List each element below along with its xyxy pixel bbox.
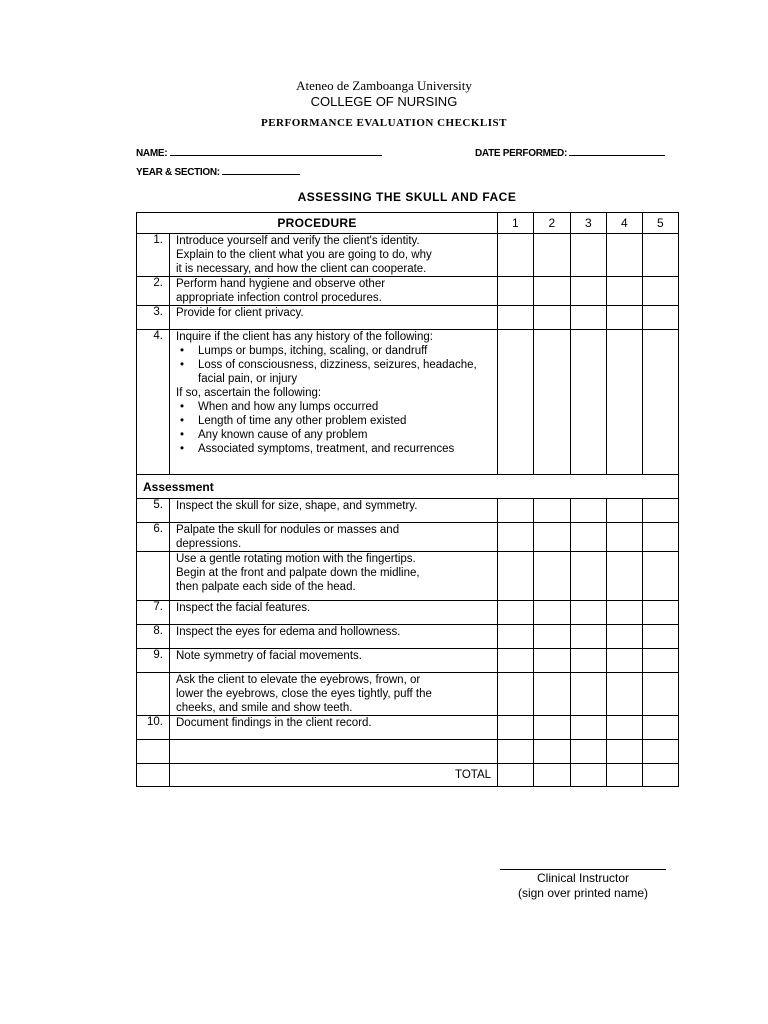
score-cell-1[interactable] (498, 601, 534, 625)
score-cell-3[interactable] (571, 234, 607, 277)
score-cell-2[interactable] (534, 523, 571, 552)
total-label: TOTAL (170, 764, 498, 787)
score-cell-3[interactable] (571, 764, 607, 787)
table-row (137, 625, 679, 649)
clinical-instructor-label: Clinical Instructor (536, 871, 630, 885)
score-cell-1[interactable] (498, 306, 534, 330)
procedure-line: it is necessary, and how the client can cooperate. (176, 263, 427, 275)
bullet-item: • Lumps or bumps, itching, scaling, or dandruff (176, 344, 495, 358)
score-cell-3[interactable] (571, 523, 607, 552)
score-cell-2[interactable] (534, 740, 571, 764)
procedure-text (170, 234, 498, 277)
section-label: Assessment (137, 475, 679, 499)
table-row (137, 649, 679, 673)
score-cell-5[interactable] (643, 716, 679, 740)
score-cell-4[interactable] (607, 740, 643, 764)
score-cell-3[interactable] (571, 499, 607, 523)
score-cell-2[interactable] (534, 673, 571, 716)
score-cell-5[interactable] (643, 306, 679, 330)
score-cell-2[interactable] (534, 625, 571, 649)
score-cell-5[interactable] (643, 499, 679, 523)
procedure-line: appropriate infection control procedures. (176, 292, 382, 304)
bullet-item: • Loss of consciousness, dizziness, seizures, headache, facial pain, or injury (176, 358, 495, 386)
score-header-2: 2 (534, 213, 571, 234)
name-blank-line (170, 146, 382, 156)
step-number: 6. (137, 523, 170, 552)
score-cell-4[interactable] (607, 649, 643, 673)
step-number: 10. (137, 716, 170, 740)
table-row (137, 601, 679, 625)
score-cell-1[interactable] (498, 625, 534, 649)
procedure-line: then palpate each side of the head. (176, 581, 356, 593)
name-label: NAME: (136, 148, 168, 159)
procedure-line: Inspect the eyes for edema and hollowness. (176, 626, 401, 638)
score-cell-5[interactable] (643, 277, 679, 306)
score-cell-4[interactable] (607, 552, 643, 601)
score-cell-2[interactable] (534, 649, 571, 673)
score-cell-2[interactable] (534, 716, 571, 740)
procedure-line: Provide for client privacy. (176, 307, 304, 319)
date-field (475, 146, 665, 159)
sign-instruction: (sign over printed name) (517, 886, 649, 900)
form-title: PERFORMANCE EVALUATION CHECKLIST (260, 117, 507, 129)
step-number: 7. (137, 601, 170, 625)
year-section-field (136, 165, 300, 178)
date-blank-line (569, 146, 665, 156)
score-header-3: 3 (571, 213, 607, 234)
procedure-line: Palpate the skull for nodules or masses and (176, 524, 400, 536)
bullet-item: • Any known cause of any problem (176, 428, 495, 442)
score-cell-4[interactable] (607, 716, 643, 740)
table-row (137, 306, 679, 330)
college-name: COLLEGE OF NURSING (310, 94, 458, 109)
score-cell-4[interactable] (607, 601, 643, 625)
score-cell-1[interactable] (498, 234, 534, 277)
score-cell-4[interactable] (607, 499, 643, 523)
procedure-text (170, 277, 498, 306)
step-number (137, 673, 170, 716)
procedure-text (170, 625, 498, 649)
procedure-line: Inspect the facial features. (176, 602, 311, 614)
score-cell-5[interactable] (643, 673, 679, 716)
procedure-text (170, 552, 498, 601)
score-cell-5[interactable] (643, 330, 679, 475)
bullet-item: • When and how any lumps occurred (176, 400, 495, 414)
score-cell-2[interactable] (534, 601, 571, 625)
procedure-text (170, 523, 498, 552)
evaluation-checklist-table (136, 212, 679, 787)
score-cell-1[interactable] (498, 716, 534, 740)
table-header-row (137, 213, 679, 234)
procedure-line: depressions. (176, 538, 242, 550)
score-cell-1[interactable] (498, 649, 534, 673)
procedure-text (170, 306, 498, 330)
table-row (137, 740, 679, 764)
section-title: ASSESSING THE SKULL AND FACE (297, 190, 517, 204)
procedure-header: PROCEDURE (137, 213, 498, 234)
score-cell-4[interactable] (607, 764, 643, 787)
procedure-text (170, 716, 498, 740)
table-row (137, 673, 679, 716)
procedure-line: lower the eyebrows, close the eyes tightly, puff the (176, 688, 432, 700)
score-cell-5[interactable] (643, 234, 679, 277)
procedure-line: Note symmetry of facial movements. (176, 650, 362, 662)
procedure-line: If so, ascertain the following: (176, 387, 322, 399)
score-cell-3[interactable] (571, 330, 607, 475)
score-cell-3[interactable] (571, 673, 607, 716)
score-cell-3[interactable] (571, 716, 607, 740)
score-header-1: 1 (498, 213, 534, 234)
procedure-text (170, 649, 498, 673)
score-cell-2[interactable] (534, 306, 571, 330)
score-cell-4[interactable] (607, 306, 643, 330)
score-cell-5[interactable] (643, 601, 679, 625)
step-number (137, 552, 170, 601)
year-section-blank-line (222, 165, 300, 175)
procedure-line: Ask the client to elevate the eyebrows, frown, or (176, 674, 421, 686)
procedure-line: Perform hand hygiene and observe other (176, 278, 386, 290)
procedure-text (170, 601, 498, 625)
score-cell-2[interactable] (534, 764, 571, 787)
score-cell-1[interactable] (498, 673, 534, 716)
procedure-line: Introduce yourself and verify the client's identity. (176, 235, 420, 247)
score-cell-5[interactable] (643, 552, 679, 601)
step-number: 9. (137, 649, 170, 673)
name-field (136, 146, 382, 159)
table-row (137, 716, 679, 740)
score-cell-1[interactable] (498, 330, 534, 475)
procedure-line: Inquire if the client has any history of the following: (176, 331, 433, 343)
score-cell-4[interactable] (607, 330, 643, 475)
step-number: 4. (137, 330, 170, 475)
procedure-text (170, 673, 498, 716)
procedure-text (170, 499, 498, 523)
score-cell-1[interactable] (498, 552, 534, 601)
procedure-line: cheeks, and smile and show teeth. (176, 702, 353, 714)
score-cell-2[interactable] (534, 552, 571, 601)
bullet-item: • Length of time any other problem existed (176, 414, 495, 428)
score-cell-1[interactable] (498, 764, 534, 787)
table-row (137, 277, 679, 306)
step-number (137, 740, 170, 764)
score-cell-1[interactable] (498, 499, 534, 523)
step-number: 2. (137, 277, 170, 306)
procedure-line: Begin at the front and palpate down the midline, (176, 567, 420, 579)
score-cell-1[interactable] (498, 523, 534, 552)
score-cell-4[interactable] (607, 673, 643, 716)
score-cell-4[interactable] (607, 234, 643, 277)
procedure-line: Inspect the skull for size, shape, and symmetry. (176, 500, 418, 512)
score-cell-2[interactable] (534, 277, 571, 306)
table-row (137, 330, 679, 475)
table-row (137, 234, 679, 277)
score-cell-5[interactable] (643, 625, 679, 649)
score-cell-4[interactable] (607, 523, 643, 552)
date-label: DATE PERFORMED: (475, 148, 567, 159)
table-row (137, 552, 679, 601)
score-cell-2[interactable] (534, 499, 571, 523)
total-row (137, 764, 679, 787)
year-section-label: YEAR & SECTION: (136, 167, 220, 178)
procedure-line: Document findings in the client record. (176, 717, 372, 729)
score-header-5: 5 (643, 213, 679, 234)
procedure-text (170, 740, 498, 764)
table-row (137, 499, 679, 523)
score-cell-3[interactable] (571, 306, 607, 330)
score-cell-5[interactable] (643, 740, 679, 764)
score-cell-3[interactable] (571, 740, 607, 764)
university-name: Ateneo de Zamboanga University (296, 78, 472, 93)
score-cell-3[interactable] (571, 601, 607, 625)
score-cell-5[interactable] (643, 523, 679, 552)
score-cell-2[interactable] (534, 330, 571, 475)
bullet-item: • Associated symptoms, treatment, and recurrences (176, 442, 495, 456)
score-cell-3[interactable] (571, 277, 607, 306)
score-cell-4[interactable] (607, 277, 643, 306)
step-number (137, 764, 170, 787)
score-cell-3[interactable] (571, 625, 607, 649)
step-number: 1. (137, 234, 170, 277)
section-row (137, 475, 679, 499)
step-number: 8. (137, 625, 170, 649)
score-cell-2[interactable] (534, 234, 571, 277)
score-cell-4[interactable] (607, 625, 643, 649)
procedure-text (170, 330, 498, 475)
score-cell-1[interactable] (498, 740, 534, 764)
procedure-line: Explain to the client what you are going to do, why (176, 249, 432, 261)
table-row (137, 523, 679, 552)
signature-line (500, 869, 666, 870)
score-cell-3[interactable] (571, 552, 607, 601)
score-cell-1[interactable] (498, 277, 534, 306)
score-cell-5[interactable] (643, 764, 679, 787)
step-number: 3. (137, 306, 170, 330)
procedure-line: Use a gentle rotating motion with the fingertips. (176, 553, 416, 565)
score-cell-5[interactable] (643, 649, 679, 673)
score-cell-3[interactable] (571, 649, 607, 673)
score-header-4: 4 (607, 213, 643, 234)
step-number: 5. (137, 499, 170, 523)
